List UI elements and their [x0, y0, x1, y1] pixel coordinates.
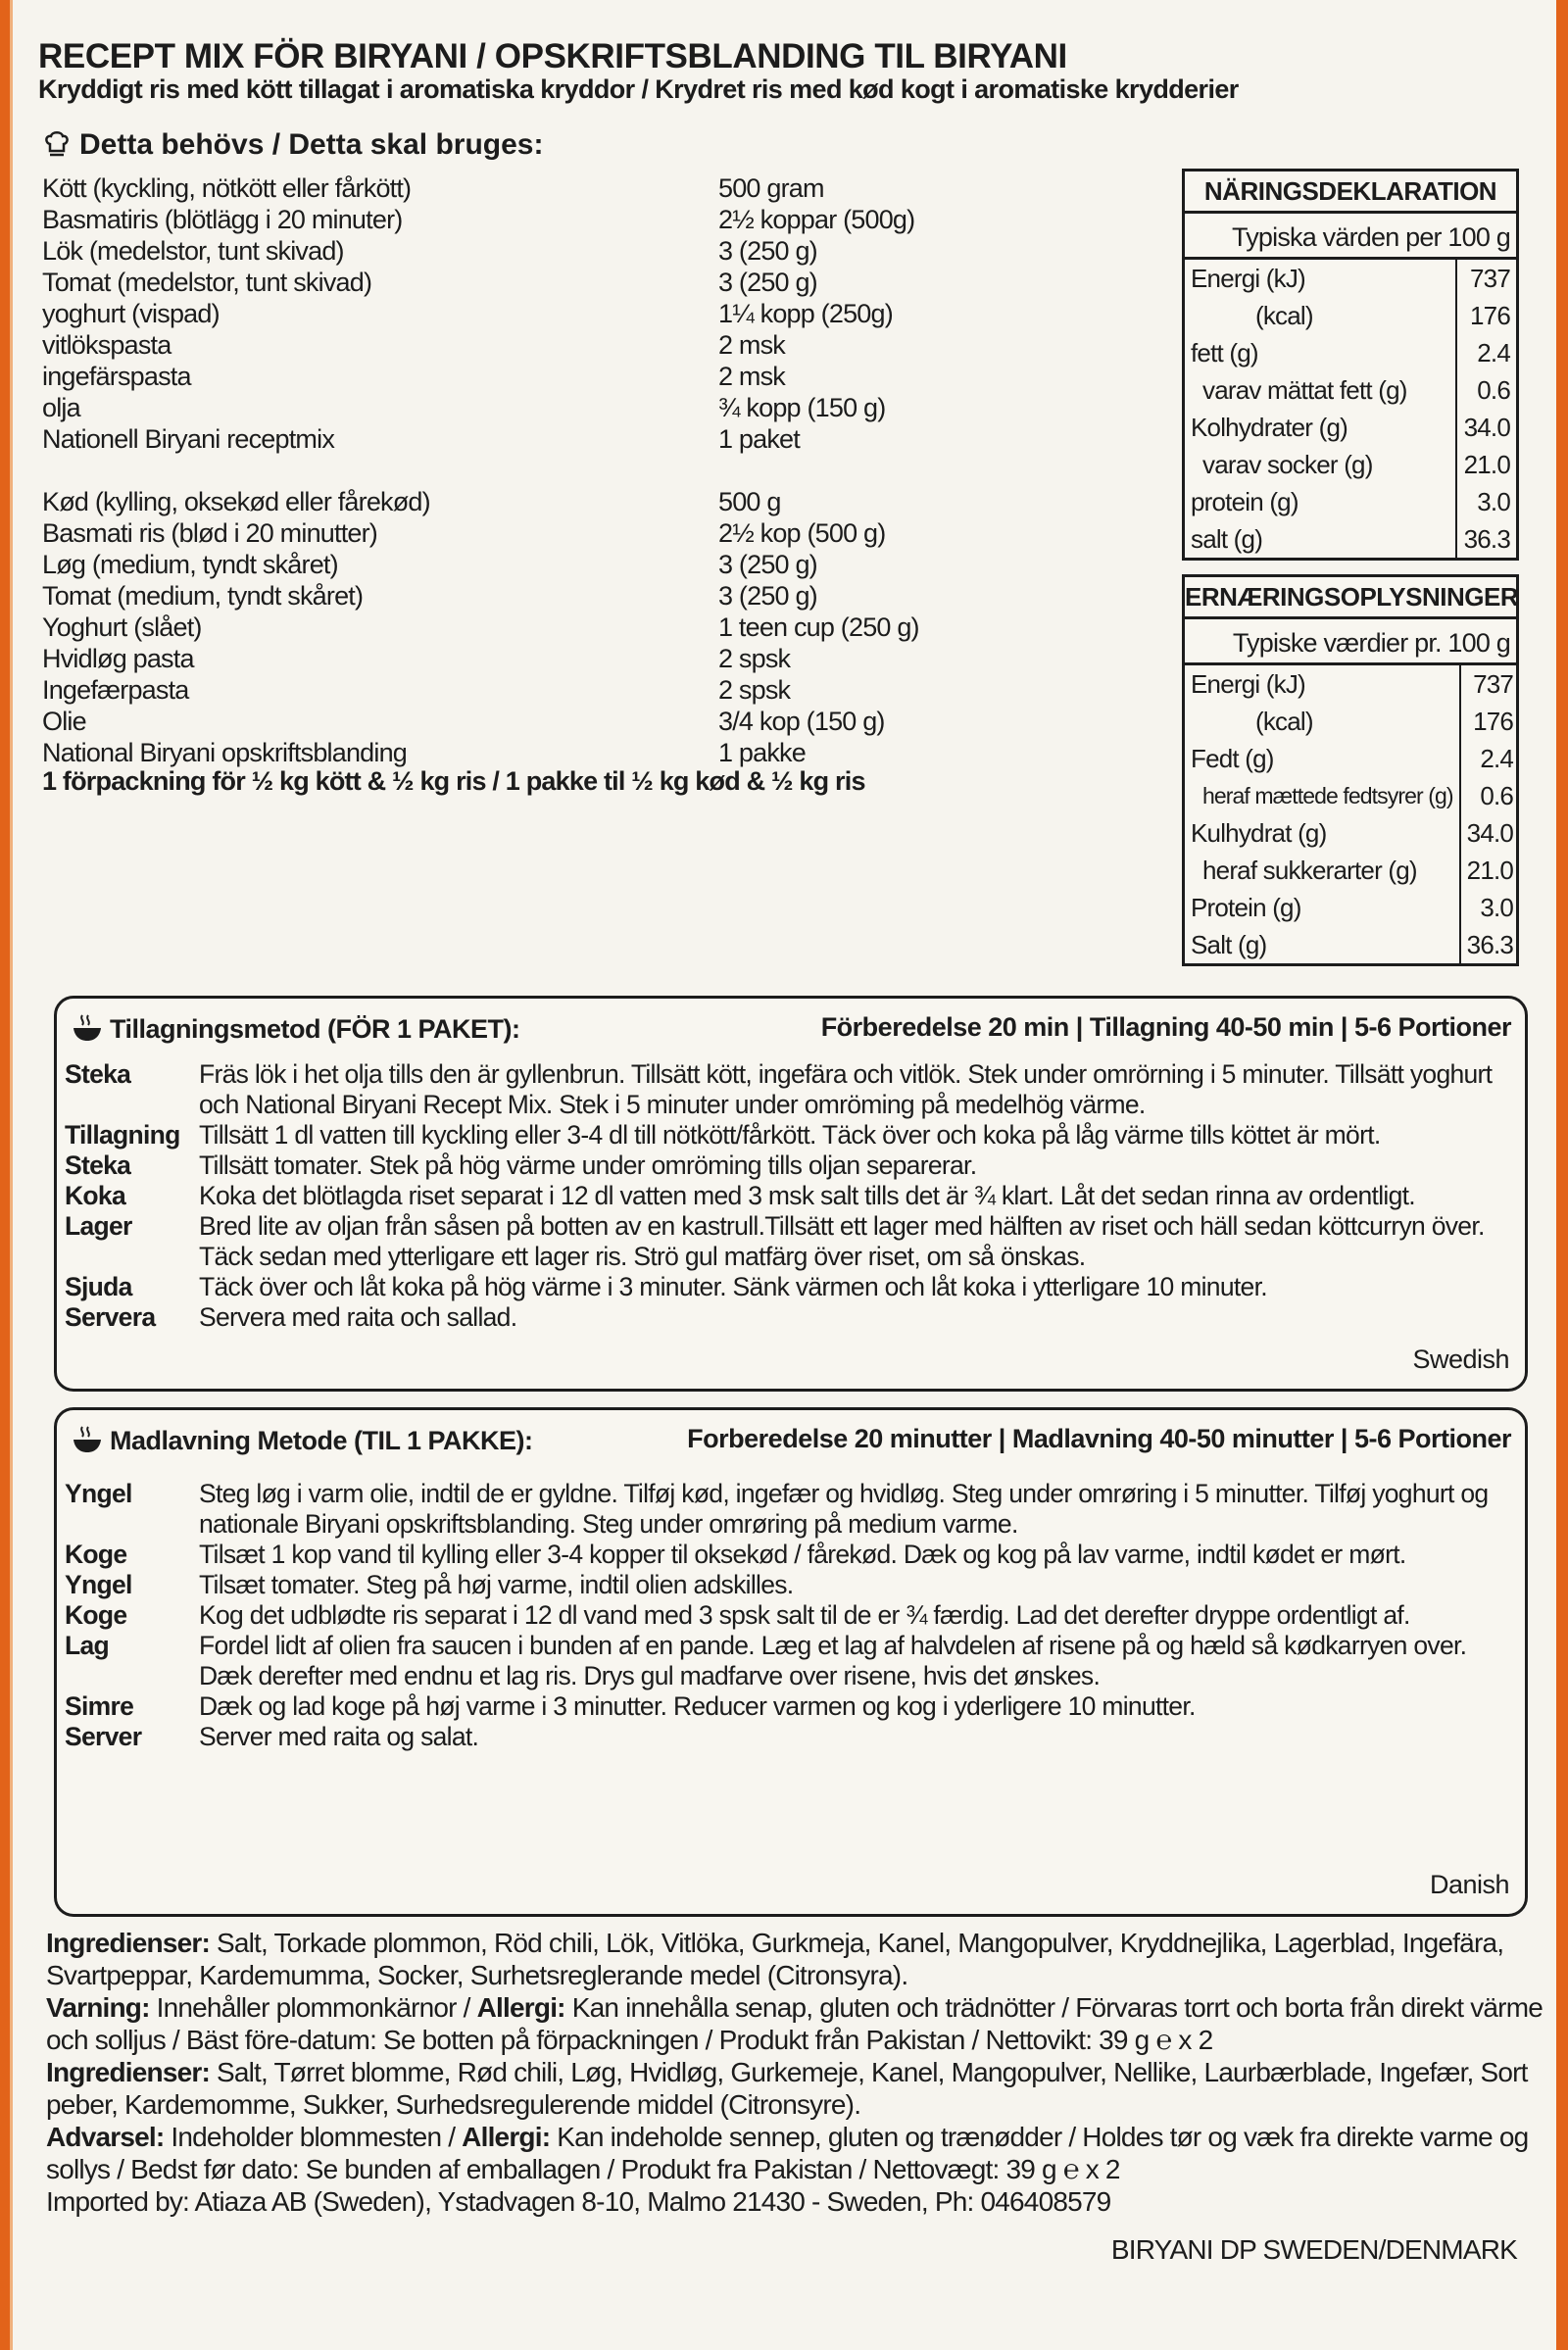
nutrition-row: [1185, 520, 1516, 558]
nutrition-value: 34.0: [1460, 814, 1519, 852]
method-box-sv: [54, 996, 1528, 1392]
ingredients-da: [46, 2056, 1545, 2121]
ingredients-text: Salt, Torkade plommon, Röd chili, Lök, Vitlöka, Gurkmeja, Kanel, Mangopulver, Kryddnejlika, Lagerblad, Ingefära, Svartpeppar, Kardemumma, Socker, Surhetsreglerande medel (Citronsyra).: [46, 1928, 1504, 1990]
pack-note: 1 förpackning för ½ kg kött & ½ kg ris / 1 pakke til ½ kg kød & ½ kg ris: [42, 766, 865, 796]
ingredient-qty: 2 msk: [718, 362, 786, 391]
ingredient-qty: 3 (250 g): [718, 581, 817, 611]
nutrition-label: Energi (kJ): [1191, 263, 1305, 293]
step-text: Kog det udblødte ris separat i 12 dl vand med 3 spsk salt til de er ¾ færdig. Lad det derefter dryppe ordentligt af.: [199, 1600, 1410, 1630]
ingredients-text: Salt, Tørret blomme, Rød chili, Løg, Hvidløg, Gurkemeje, Kanel, Mangopulver, Nellike, Laurbærblade, Ingefær, Sort peber, Kardemomme, Sukker, Surhedsregulerende middel (Citronsyre).: [46, 2057, 1528, 2120]
ingredient-name: National Biryani opskriftsblanding: [42, 738, 408, 767]
method-header: [71, 1424, 1511, 1459]
step-label: Steka: [65, 1059, 131, 1089]
allergy-text: Kan innehålla senap, gluten och trädnötter / Förvaras torrt och borta från direkt värme och solljus / Bäst före-datum: Se botten på förpackningen / Produkt från Pakistan / Nettovikt: 39 g ℮ x 2: [46, 1992, 1543, 2055]
nutrition-label: Kolhydrater (g): [1191, 412, 1348, 442]
step-label: Yngel: [65, 1570, 132, 1599]
method-step: [65, 1059, 1511, 1120]
step-label: Lager: [65, 1211, 132, 1241]
step-text: Fordel lidt af olien fra saucen i bunden af en pande. Læg et lag af halvdelen af risene på og hæld så kødkarryen over. Dæk derefter med endnu et lag ris. Drys gul madfarve over risene, hvis det ønskes.: [199, 1631, 1467, 1690]
ingredient-qty: 1 paket: [718, 424, 800, 454]
ingredient-qty: 2½ koppar (500g): [718, 205, 915, 234]
nutrition-label: Protein (g): [1191, 892, 1301, 922]
method-steps: [65, 1479, 1511, 1752]
warning-text: Innehåller plommonkärnor /: [156, 1992, 470, 2023]
nutrition-row: [1185, 260, 1516, 297]
step-text: Bred lite av oljan från såsen på botten av en kastrull.Tillsätt ett lager med hälften av riset och häll sedan köttcurryn över. Täck sedan med ytterligare ett lager ris. Strö gul matfärg över riset, om så önskas.: [199, 1211, 1485, 1271]
ingredient-qty: 1 teen cup (250 g): [718, 612, 919, 642]
nutrition-value: 3.0: [1460, 889, 1519, 926]
nutrition-value: 737: [1460, 665, 1519, 703]
nutrition-value: 34.0: [1456, 409, 1516, 446]
page-subtitle: Kryddigt ris med kött tillagat i aromatiska kryddor / Krydret ris med kød kogt i aromatiske krydderier: [38, 74, 1239, 104]
ingredient-qty: 3/4 kop (150 g): [718, 707, 885, 736]
ingredient-qty: 500 gram: [718, 173, 824, 203]
method-step: [65, 1272, 1511, 1302]
ingredient-qty: ¾ kopp (150 g): [718, 393, 886, 422]
method-step: [65, 1151, 1511, 1181]
warning-da: [46, 2121, 1545, 2185]
ingredients-label: Ingredienser:: [46, 2057, 210, 2087]
ingredient-qty: 1¼ kopp (250g): [718, 299, 893, 328]
nutrition-label: heraf sukkerarter (g): [1202, 855, 1417, 885]
ingredient-name: ingefärspasta: [42, 362, 191, 391]
step-text: Täck över och låt koka på hög värme i 3 minuter. Sänk värmen och låt koka i ytterligare 10 minuter.: [199, 1272, 1267, 1301]
warning-label: Advarsel:: [46, 2122, 165, 2152]
nutrition-value: 2.4: [1460, 740, 1519, 777]
nutrition-row: [1185, 446, 1516, 483]
ingredient-name: Basmatiris (blötlägg i 20 minuter): [42, 205, 403, 234]
method-box-da: [54, 1407, 1528, 1917]
language-label: Danish: [1429, 1870, 1509, 1899]
nutrition-value: 21.0: [1460, 852, 1519, 889]
nutrition-per: Typiske værdier pr. 100 g: [1185, 619, 1516, 665]
step-text: Steg løg i varm olie, indtil de er gyldne. Tilføj kød, ingefær og hvidløg. Steg under omrøring i 5 minutter. Tilføj yoghurt og nationale Biryani opskriftsblanding. Steg under omrøring på medium varme.: [199, 1479, 1489, 1539]
step-text: Server med raita og salat.: [199, 1722, 479, 1751]
step-label: Tillagning: [65, 1120, 180, 1150]
nutrition-row: [1185, 409, 1516, 446]
ingredient-qty: 2½ kop (500 g): [718, 518, 886, 548]
ingredient-name: olja: [42, 393, 80, 422]
allergy-label: Allergi:: [476, 1992, 565, 2023]
step-text: Servera med raita och sallad.: [199, 1302, 517, 1332]
method-timing: Forberedelse 20 minutter | Madlavning 40-50 minutter | 5-6 Portioner: [687, 1424, 1511, 1453]
step-label: Yngel: [65, 1479, 132, 1508]
nutrition-value: 176: [1460, 703, 1519, 740]
ingredients-sv: [46, 1927, 1545, 1991]
ingredient-name: Kød (kylling, oksekød eller fårekød): [42, 487, 430, 516]
warning-label: Varning:: [46, 1992, 150, 2023]
nutrition-row: [1185, 814, 1519, 852]
method-steps: [65, 1059, 1511, 1333]
nutrition-title: NÄRINGSDEKLARATION: [1185, 171, 1516, 214]
step-label: Steka: [65, 1151, 131, 1180]
method-step: [65, 1691, 1511, 1722]
warning-sv: [46, 1991, 1545, 2056]
step-label: Lag: [65, 1631, 110, 1660]
product-code: BIRYANI DP SWEDEN/DENMARK: [1110, 2234, 1517, 2265]
nutrition-row: [1185, 777, 1519, 814]
nutrition-label: varav socker (g): [1202, 449, 1373, 479]
nutrition-table-da: [1182, 574, 1519, 966]
method-step: [65, 1120, 1511, 1151]
ingredient-qty: 500 g: [718, 487, 781, 516]
nutrition-label: heraf mættede fedtsyrer (g): [1202, 782, 1453, 808]
importer-text: Imported by: Atiaza AB (Sweden), Ystadvagen 8-10, Malmo 21430 - Sweden, Ph: 046408579: [46, 2186, 1111, 2217]
ingredient-name: yoghurt (vispad): [42, 299, 220, 328]
nutrition-value: 0.6: [1456, 371, 1516, 409]
nutrition-label: protein (g): [1191, 486, 1298, 516]
ingredients-label: Ingredienser:: [46, 1928, 210, 1958]
step-text: Tilsæt 1 kop vand til kylling eller 3-4 kopper til oksekød / fårekød. Dæk og kog på lav varme, indtil kødet er mørt.: [199, 1540, 1406, 1569]
nutrition-label: Salt (g): [1191, 929, 1267, 959]
method-step: [65, 1211, 1511, 1272]
nutrition-value: 21.0: [1456, 446, 1516, 483]
nutrition-value: 737: [1456, 260, 1516, 297]
method-step: [65, 1722, 1511, 1752]
needs-heading-text: Detta behövs / Detta skal bruges:: [79, 128, 544, 161]
nutrition-label: (kcal): [1255, 706, 1313, 736]
package-panel: [10, 0, 1556, 2350]
nutrition-label: Energi (kJ): [1191, 668, 1305, 699]
step-text: Tillsätt tomater. Stek på hög värme under omröming tills oljan separerar.: [199, 1151, 977, 1180]
method-step: [65, 1540, 1511, 1570]
nutrition-label: (kcal): [1255, 300, 1313, 330]
nutrition-row: [1185, 483, 1516, 520]
step-text: Fräs lök i het olja tills den är gyllenbrun. Tillsätt kött, ingefära och vitlök. Stek under omrörning i 5 minuter. Tillsätt yoghurt och National Biryani Recept Mix. Stek i 5 minuter under omröming på medelhög värme.: [199, 1059, 1493, 1119]
nutrition-value: 0.6: [1460, 777, 1519, 814]
step-label: Koge: [65, 1540, 127, 1569]
ingredient-name: vitlökspasta: [42, 330, 172, 360]
nutrition-label: salt (g): [1191, 523, 1263, 554]
nutrition-row: [1185, 852, 1519, 889]
method-step: [65, 1631, 1511, 1691]
nutrition-row: [1185, 297, 1516, 334]
chef-hat-icon: [42, 129, 72, 159]
method-header: [71, 1012, 1511, 1048]
nutrition-table-sv: [1182, 169, 1519, 561]
ingredient-name: Løg (medium, tyndt skåret): [42, 550, 338, 579]
nutrition-title: ERNÆRINGSOPLYSNINGER: [1185, 577, 1516, 619]
method-step: [65, 1479, 1511, 1540]
method-heading: Madlavning Metode (TIL 1 PAKKE):: [110, 1426, 533, 1455]
language-label: Swedish: [1412, 1345, 1509, 1374]
step-text: Tilsæt tomater. Steg på høj varme, indtil olien adskilles.: [199, 1570, 794, 1599]
ingredient-name: Basmati ris (blød i 20 minutter): [42, 518, 377, 548]
nutrition-row: [1185, 665, 1519, 703]
method-step: [65, 1181, 1511, 1211]
ingredient-name: Lök (medelstor, tunt skivad): [42, 236, 344, 266]
ingredient-qty: 2 spsk: [718, 675, 791, 705]
ingredient-name: Kött (kyckling, nötkött eller fårkött): [42, 173, 412, 203]
allergy-text: Kan indeholde sennep, gluten og trænødder / Holdes tør og væk fra direkte varme og sollys / Bedst før dato: Se bunden af emballagen / Produkt fra Pakistan / Nettovægt: 39 g ℮ x 2: [46, 2122, 1529, 2184]
legal-text: [46, 1927, 1545, 2218]
step-label: Koka: [65, 1181, 126, 1210]
nutrition-row: [1185, 889, 1519, 926]
needs-heading: [42, 128, 543, 162]
ingredient-name: Tomat (medium, tyndt skåret): [42, 581, 364, 611]
ingredient-qty: 3 (250 g): [718, 268, 817, 297]
method-step: [65, 1570, 1511, 1600]
step-label: Koge: [65, 1600, 127, 1630]
step-label: Server: [65, 1722, 142, 1751]
step-text: Dæk og lad koge på høj varme i 3 minutter. Reducer varmen og kog i yderligere 10 minutter.: [199, 1691, 1196, 1721]
nutrition-row: [1185, 371, 1516, 409]
nutrition-row: [1185, 740, 1519, 777]
nutrition-label: varav mättat fett (g): [1202, 374, 1407, 405]
method-step: [65, 1302, 1511, 1333]
allergy-label: Allergi:: [462, 2122, 551, 2152]
step-label: Sjuda: [65, 1272, 132, 1301]
ingredient-name: Tomat (medelstor, tunt skivad): [42, 268, 372, 297]
cooking-pot-icon: [71, 1012, 104, 1044]
nutrition-label: fett (g): [1191, 337, 1258, 367]
ingredient-name: Olie: [42, 707, 86, 736]
warning-text: Indeholder blommesten /: [171, 2122, 456, 2152]
nutrition-value: 3.0: [1456, 483, 1516, 520]
method-timing: Förberedelse 20 min | Tillagning 40-50 min | 5-6 Portioner: [820, 1012, 1511, 1042]
nutrition-value: 176: [1456, 297, 1516, 334]
ingredient-qty: 1 pakke: [718, 738, 806, 767]
step-label: Simre: [65, 1691, 134, 1721]
nutrition-label: Kulhydrat (g): [1191, 817, 1327, 848]
ingredient-name: Ingefærpasta: [42, 675, 189, 705]
nutrition-row: [1185, 703, 1519, 740]
nutrition-value: 36.3: [1456, 520, 1516, 558]
nutrition-row: [1185, 926, 1519, 963]
method-step: [65, 1600, 1511, 1631]
ingredient-qty: 2 spsk: [718, 644, 791, 673]
ingredient-qty: 2 msk: [718, 330, 786, 360]
nutrition-row: [1185, 334, 1516, 371]
ingredient-name: Hvidløg pasta: [42, 644, 194, 673]
ingredient-qty: 3 (250 g): [718, 550, 817, 579]
ingredient-name: Nationell Biryani receptmix: [42, 424, 335, 454]
nutrition-per: Typiska värden per 100 g: [1185, 214, 1516, 260]
cooking-pot-icon: [71, 1424, 104, 1455]
page-title: RECEPT MIX FÖR BIRYANI / OPSKRIFTSBLANDING TIL BIRYANI: [38, 37, 1067, 75]
nutrition-value: 36.3: [1460, 926, 1519, 963]
ingredient-name: Yoghurt (slået): [42, 612, 202, 642]
step-label: Servera: [65, 1302, 156, 1332]
method-heading: Tillagningsmetod (FÖR 1 PAKET):: [110, 1014, 520, 1044]
step-text: Tillsätt 1 dl vatten till kyckling eller 3-4 dl till nötkött/fårkött. Täck över och koka på låg värme tills köttet är mört.: [199, 1120, 1381, 1150]
nutrition-label: Fedt (g): [1191, 743, 1274, 773]
nutrition-value: 2.4: [1456, 334, 1516, 371]
ingredient-qty: 3 (250 g): [718, 236, 817, 266]
step-text: Koka det blötlagda riset separat i 12 dl vatten med 3 msk salt tills det är ¾ klart. Låt det sedan rinna av ordentligt.: [199, 1181, 1415, 1210]
